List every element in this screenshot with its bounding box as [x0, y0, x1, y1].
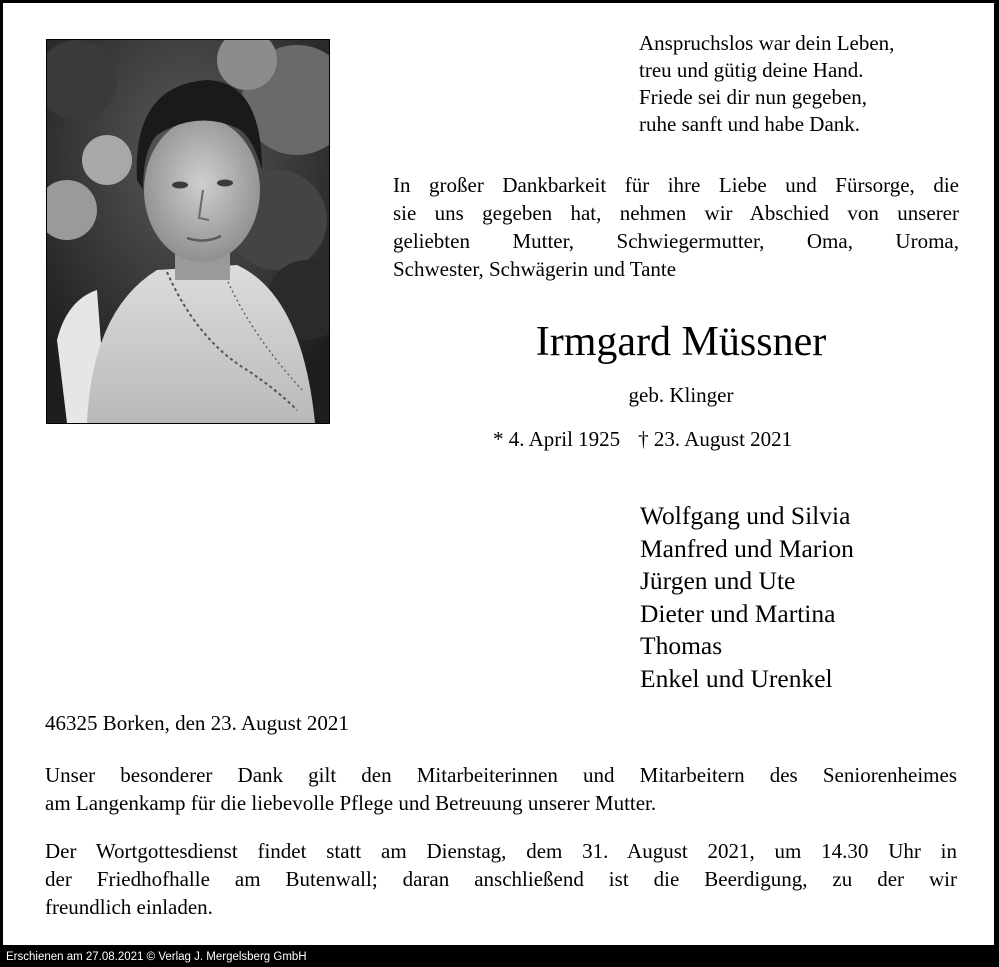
intro-line: sie uns gegeben hat, nehmen wir Abschied von unserer	[393, 201, 959, 225]
intro-text	[393, 171, 959, 283]
family-member: Manfred und Marion	[640, 533, 854, 563]
poem-line: treu und gütig deine Hand.	[639, 58, 864, 82]
birth-date: * 4. April 1925	[493, 427, 621, 451]
service-line: Der Wortgottesdienst findet statt am Dienstag, dem 31. August 2021, um 14.30 Uhr in	[45, 839, 957, 863]
thanks-line: Unser besonderer Dank gilt den Mitarbeiterinnen und Mitarbeitern des Seniorenheimes	[45, 763, 957, 787]
death-date: † 23. August 2021	[638, 427, 793, 451]
service-line: freundlich einladen.	[45, 895, 213, 919]
family-member: Jürgen und Ute	[640, 566, 796, 596]
intro-line: geliebten Mutter, Schwiegermutter, Oma, Uroma,	[393, 229, 959, 253]
portrait-photo	[46, 39, 330, 424]
deceased-name: Irmgard Müssner	[535, 319, 827, 365]
portrait-image	[47, 40, 329, 423]
family-member: Wolfgang und Silvia	[640, 501, 851, 530]
thanks-line: am Langenkamp für die liebevolle Pflege und Betreuung unserer Mutter.	[45, 791, 657, 815]
family-member: Enkel und Urenkel	[640, 663, 833, 693]
service-line: der Friedhofhalle am Butenwall; daran anschließend ist die Beerdigung, zu der wir	[45, 867, 957, 891]
family-member: Thomas	[640, 631, 723, 661]
service-paragraph	[45, 837, 957, 921]
intro-line: In großer Dankbarkeit für ihre Liebe und Fürsorge, die	[393, 173, 959, 197]
life-dates	[493, 425, 792, 453]
poem-line: Friede sei dir nun gegeben,	[639, 85, 868, 109]
poem-line: ruhe sanft und habe Dank.	[639, 112, 861, 136]
family-member: Dieter und Martina	[640, 598, 836, 628]
poem-line: Anspruchslos war dein Leben,	[639, 31, 895, 55]
maiden-name: geb. Klinger	[628, 383, 734, 407]
place-date: 46325 Borken, den 23. August 2021	[45, 711, 349, 735]
family-list	[640, 500, 854, 696]
thanks-paragraph	[45, 761, 957, 817]
intro-line: Schwester, Schwägerin und Tante	[393, 257, 677, 281]
poem	[639, 30, 894, 138]
obituary-notice	[2, 2, 995, 946]
publication-footer: Erschienen am 27.08.2021 © Verlag J. Mergelsberg GmbH	[6, 951, 307, 963]
